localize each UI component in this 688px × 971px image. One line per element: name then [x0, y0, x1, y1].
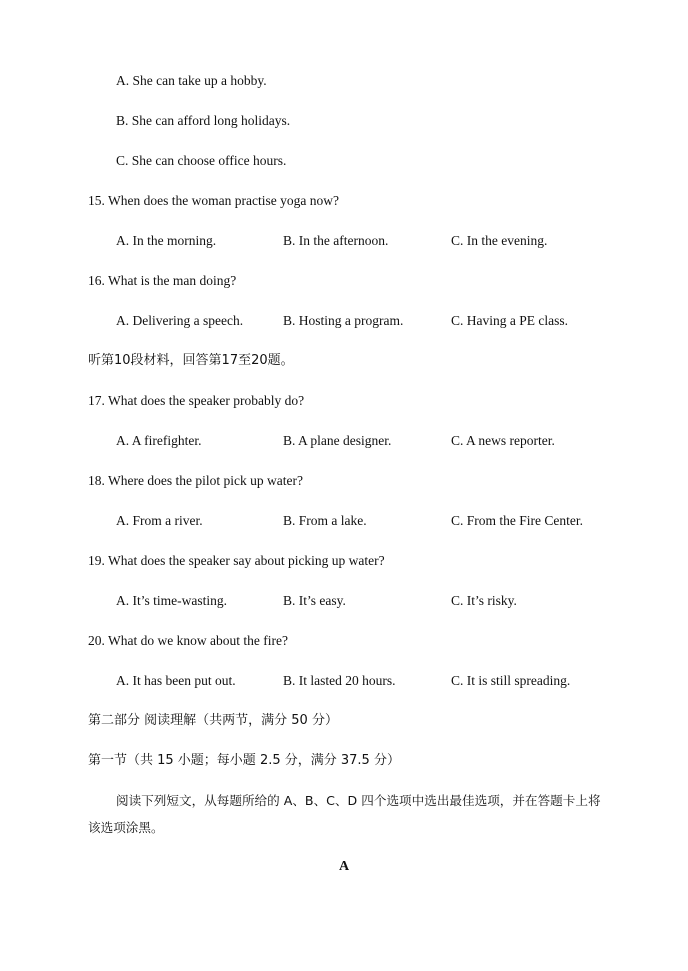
q17-option-b: B. A plane designer. — [283, 433, 392, 448]
q19-option-a: A. It’s time-wasting. — [116, 593, 227, 608]
q18-question: 18. Where does the pilot pick up water? — [88, 473, 303, 488]
q14-option-c: C. She can choose office hours. — [116, 153, 287, 168]
q16-option-a: A. Delivering a speech. — [116, 313, 244, 328]
q15-question: 15. When does the woman practise yoga now? — [88, 193, 339, 208]
q19-option-c: C. It’s risky. — [451, 593, 517, 608]
q20-option-c: C. It is still spreading. — [451, 673, 571, 688]
q19-question: 19. What does the speaker say about picking up water? — [88, 553, 385, 568]
part2-heading: 第二部分 阅读理解（共两节，满分 50 分） — [88, 713, 338, 728]
section1-heading: 第一节（共 15 小题；每小题 2.5 分，满分 37.5 分） — [88, 753, 400, 768]
q15-option-a: A. In the morning. — [116, 233, 217, 248]
q16-option-c: C. Having a PE class. — [451, 313, 568, 328]
q17-question: 17. What does the speaker probably do? — [88, 393, 305, 408]
q20-option-a: A. It has been put out. — [116, 673, 236, 688]
q18-option-a: A. From a river. — [116, 513, 203, 528]
q17-option-c: C. A news reporter. — [451, 433, 555, 448]
section10-instruction: 听第10段材料，回答第17至20题。 — [88, 353, 294, 368]
passage-label: A — [338, 859, 350, 874]
reading-instruction-line1: 阅读下列短文，从每题所给的 A、B、C、D 四个选项中选出最佳选项，并在答题卡上将 — [116, 793, 601, 808]
q14-option-b: B. She can afford long holidays. — [116, 113, 291, 128]
q16-question: 16. What is the man doing? — [88, 273, 237, 288]
q14-option-a: A. She can take up a hobby. — [116, 73, 267, 88]
q16-option-b: B. Hosting a program. — [283, 313, 404, 328]
q18-option-b: B. From a lake. — [283, 513, 367, 528]
q19-option-b: B. It’s easy. — [283, 593, 346, 608]
q17-option-a: A. A firefighter. — [116, 433, 202, 448]
q15-option-c: C. In the evening. — [451, 233, 548, 248]
reading-instruction-line2: 该选项涂黑。 — [88, 820, 164, 835]
q20-option-b: B. It lasted 20 hours. — [283, 673, 396, 688]
q20-question: 20. What do we know about the fire? — [88, 633, 288, 648]
q18-option-c: C. From the Fire Center. — [451, 513, 583, 528]
q15-option-b: B. In the afternoon. — [283, 233, 389, 248]
